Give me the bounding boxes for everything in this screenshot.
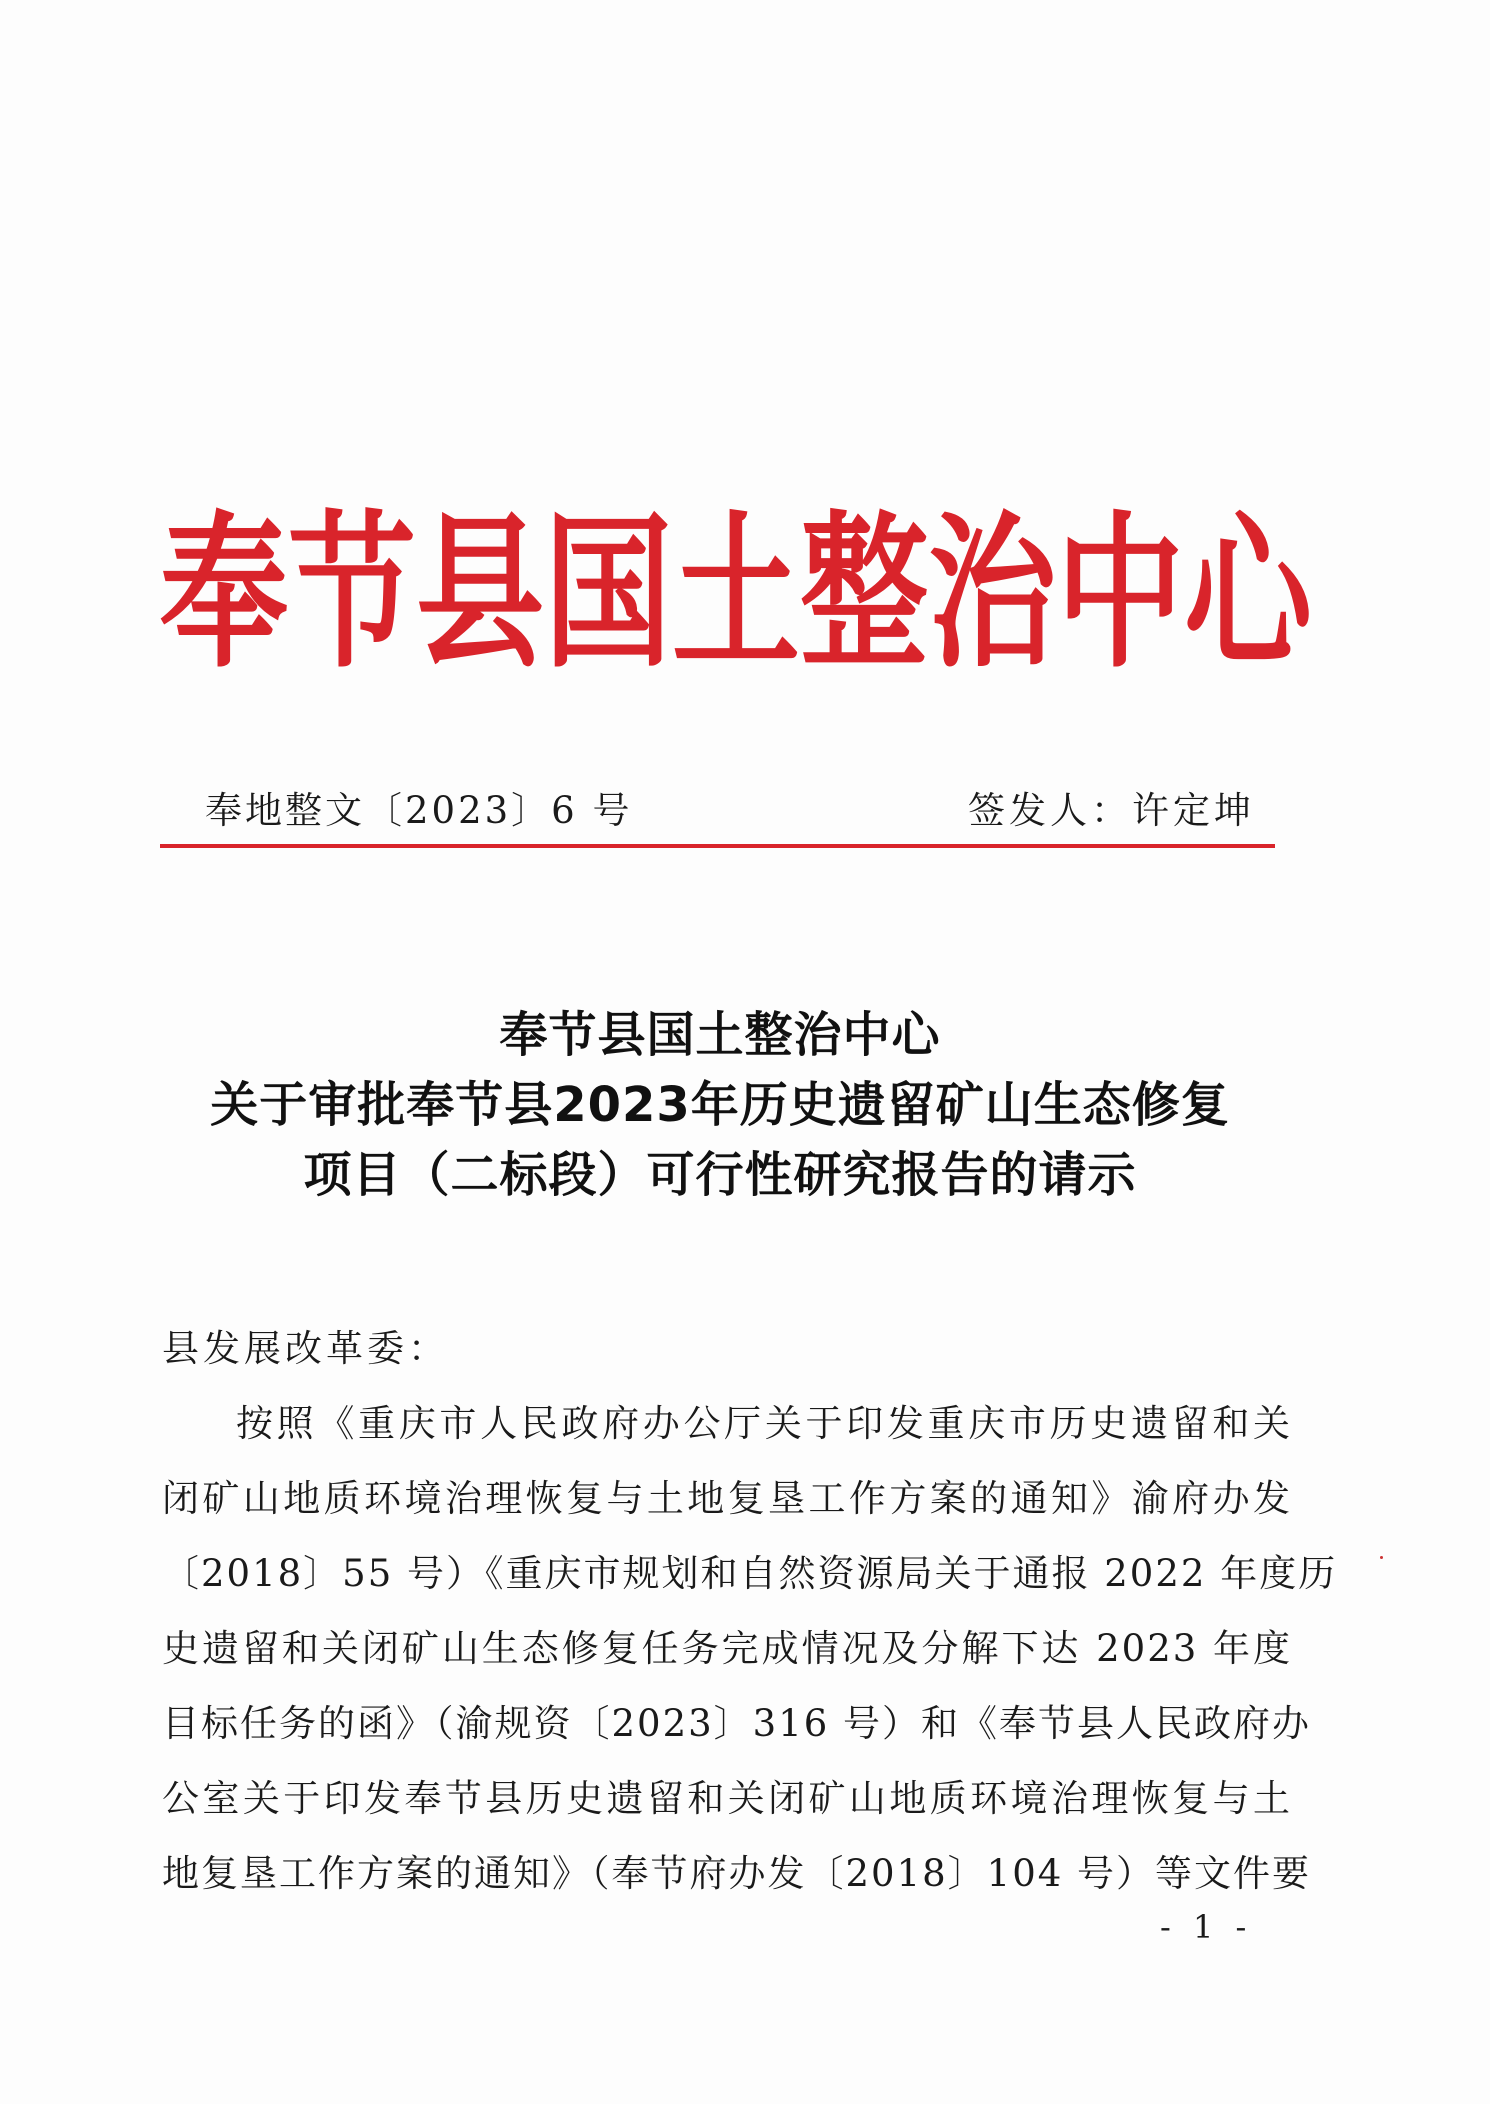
masthead-char: 中 xyxy=(1056,497,1185,692)
document-title xyxy=(150,1000,1290,1210)
body-text-line: 目标任务的函》（渝规资〔2023〕316 号）和《奉节县人民政府办 xyxy=(162,1702,1312,1745)
body-text-line: 公室关于印发奉节县历史遗留和关闭矿山地质环境治理恢复与土 xyxy=(162,1777,1292,1820)
title-line-2: 关于审批奉节县2023年历史遗留矿山生态修复 xyxy=(210,1077,1230,1133)
body-text-line: 闭矿山地质环境治理恢复与土地复垦工作方案的通知》渝府办发 xyxy=(162,1477,1292,1520)
red-divider-line xyxy=(160,844,1275,848)
body-text-line: 史遗留和关闭矿山生态修复任务完成情况及分解下达 2023 年度 xyxy=(162,1627,1292,1670)
masthead-char: 奉 xyxy=(160,497,289,692)
masthead-char: 国 xyxy=(544,497,673,692)
document-number: 奉地整文〔2023〕6 号 xyxy=(205,789,633,832)
title-line-3: 项目（二标段）可行性研究报告的请示 xyxy=(303,1147,1137,1203)
masthead-char: 节 xyxy=(288,497,417,692)
signer: 签发人：许定坤 xyxy=(968,789,1255,832)
masthead-char: 心 xyxy=(1184,497,1313,692)
masthead-char: 土 xyxy=(672,497,801,692)
body-text-line: 地复垦工作方案的通知》（奉节府办发〔2018〕104 号）等文件要 xyxy=(162,1852,1312,1895)
body-text-line: 按照《重庆市人民政府办公厅关于印发重庆市历史遗留和关 xyxy=(236,1402,1292,1445)
masthead xyxy=(160,490,1313,700)
masthead-char: 整 xyxy=(800,497,929,692)
scan-speck xyxy=(1380,1556,1383,1559)
masthead-char: 县 xyxy=(416,497,545,692)
masthead-char: 治 xyxy=(928,497,1057,692)
page-number: - 1 - xyxy=(1160,1908,1253,1946)
addressee: 县发展改革委： xyxy=(162,1327,449,1370)
body-text-line: 〔2018〕55 号）《重庆市规划和自然资源局关于通报 2022 年度历 xyxy=(162,1552,1338,1595)
title-line-1: 奉节县国土整治中心 xyxy=(499,1007,941,1063)
